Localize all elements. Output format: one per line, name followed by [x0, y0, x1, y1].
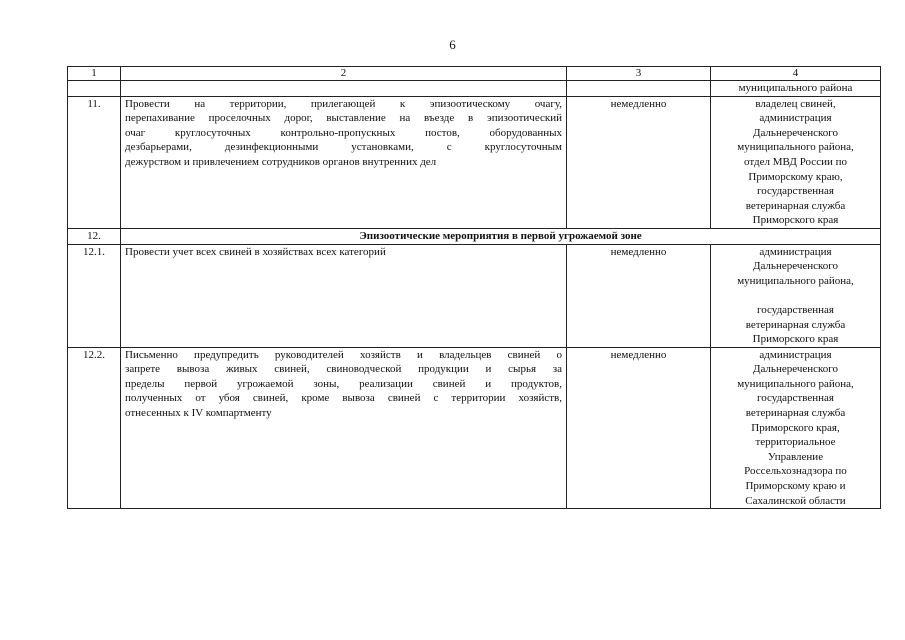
row-11 [68, 96, 881, 228]
responsible-cell [711, 96, 881, 228]
responsible-cell [711, 244, 881, 347]
responsible-line: Управление [767, 450, 824, 463]
term-cell: немедленно [567, 244, 711, 347]
action-line: запрете вывоза живых свиней, свиноводческой продукции и сырья за [125, 363, 562, 376]
row-12-1 [68, 244, 881, 347]
responsible-line: Дальнереченского [752, 126, 839, 139]
section-title: Эпизоотические мероприятия в первой угрожаемой зоне [121, 228, 881, 244]
responsible-line: Сахалинской области [745, 494, 846, 507]
action-line: отнесенных к IV компартменту [125, 407, 272, 420]
responsible-line: ветеринарная служба [745, 199, 846, 212]
responsible-line: муниципального района, [737, 377, 854, 390]
responsible-line: муниципального района, [737, 274, 854, 287]
responsible-cell [711, 347, 881, 509]
responsible-line: Приморскому краю, [748, 170, 843, 183]
action-cell [121, 96, 567, 228]
responsible-line: Россельхознадзора по [744, 465, 847, 478]
header-col-1: 1 [68, 67, 121, 81]
page-number: 6 [449, 37, 456, 52]
row-number: 11. [68, 96, 121, 228]
header-col-3: 3 [567, 67, 711, 81]
continuation-term-cell [567, 81, 711, 97]
action-line: перепахивание проселочных дорог, выставление на въезде в эпизоотический [125, 112, 562, 125]
responsible-line: Приморского края [752, 214, 839, 227]
continuation-num-cell [68, 81, 121, 97]
action-line: очаг круглосуточных контрольно-пропускных постов, оборудованных [125, 126, 562, 139]
action-cell [121, 244, 567, 347]
responsible-line: государственная [757, 185, 834, 198]
row-12-2 [68, 347, 881, 509]
action-cell [121, 347, 567, 509]
action-line: пределы первой угрожаемой зоны, реализации свиней и продуктов, [125, 377, 562, 390]
measures-table [67, 66, 881, 509]
action-line: дежурством и привлечением сотрудников органов внутренних дел [125, 155, 437, 168]
blank-line [715, 288, 876, 303]
action-line: Провести учет всех свиней в хозяйствах всех категорий [125, 245, 386, 258]
action-line: полученных от убоя свиней, кроме вывоза свиней с территории хозяйств, [125, 392, 562, 405]
continuation-row [68, 81, 881, 97]
continuation-action-cell [121, 81, 567, 97]
responsible-line: ветеринарная служба [745, 407, 846, 420]
responsible-line: отдел МВД России по [744, 155, 847, 168]
responsible-line: Дальнереченского [752, 260, 839, 273]
row-number: 12.2. [68, 347, 121, 509]
section-12-row [68, 228, 881, 244]
responsible-line: территориальное [755, 436, 836, 449]
responsible-line: Дальнереченского [752, 363, 839, 376]
section-number: 12. [68, 228, 121, 244]
continuation-responsible-cell [711, 81, 881, 97]
term-cell: немедленно [567, 96, 711, 228]
responsible-line: Приморскому краю и [745, 480, 846, 493]
responsible-line: ветеринарная служба [745, 318, 846, 331]
action-line: дезбарьерами, дезинфекционными установками, с круглосуточным [125, 141, 562, 154]
header-col-4: 4 [711, 67, 881, 81]
responsible-line: государственная [757, 392, 834, 405]
responsible-line: администрация [759, 112, 832, 125]
row-number: 12.1. [68, 244, 121, 347]
responsible-line: муниципального района, [737, 141, 854, 154]
action-line: Письменно предупредить руководителей хозяйств и владельцев свиней о [125, 348, 562, 361]
responsible-line: государственная [757, 303, 834, 316]
responsible-line: муниципального района [738, 82, 853, 94]
responsible-line: Приморского края, [751, 421, 840, 434]
responsible-line: Приморского края [752, 333, 839, 346]
action-line: Провести на территории, прилегающей к эпизоотическому очагу, [125, 97, 562, 110]
responsible-line: администрация [759, 348, 832, 361]
header-col-2: 2 [121, 67, 567, 81]
table-header-row [68, 67, 881, 81]
responsible-line: администрация [759, 245, 832, 258]
term-cell: немедленно [567, 347, 711, 509]
responsible-line: владелец свиней, [755, 97, 836, 110]
